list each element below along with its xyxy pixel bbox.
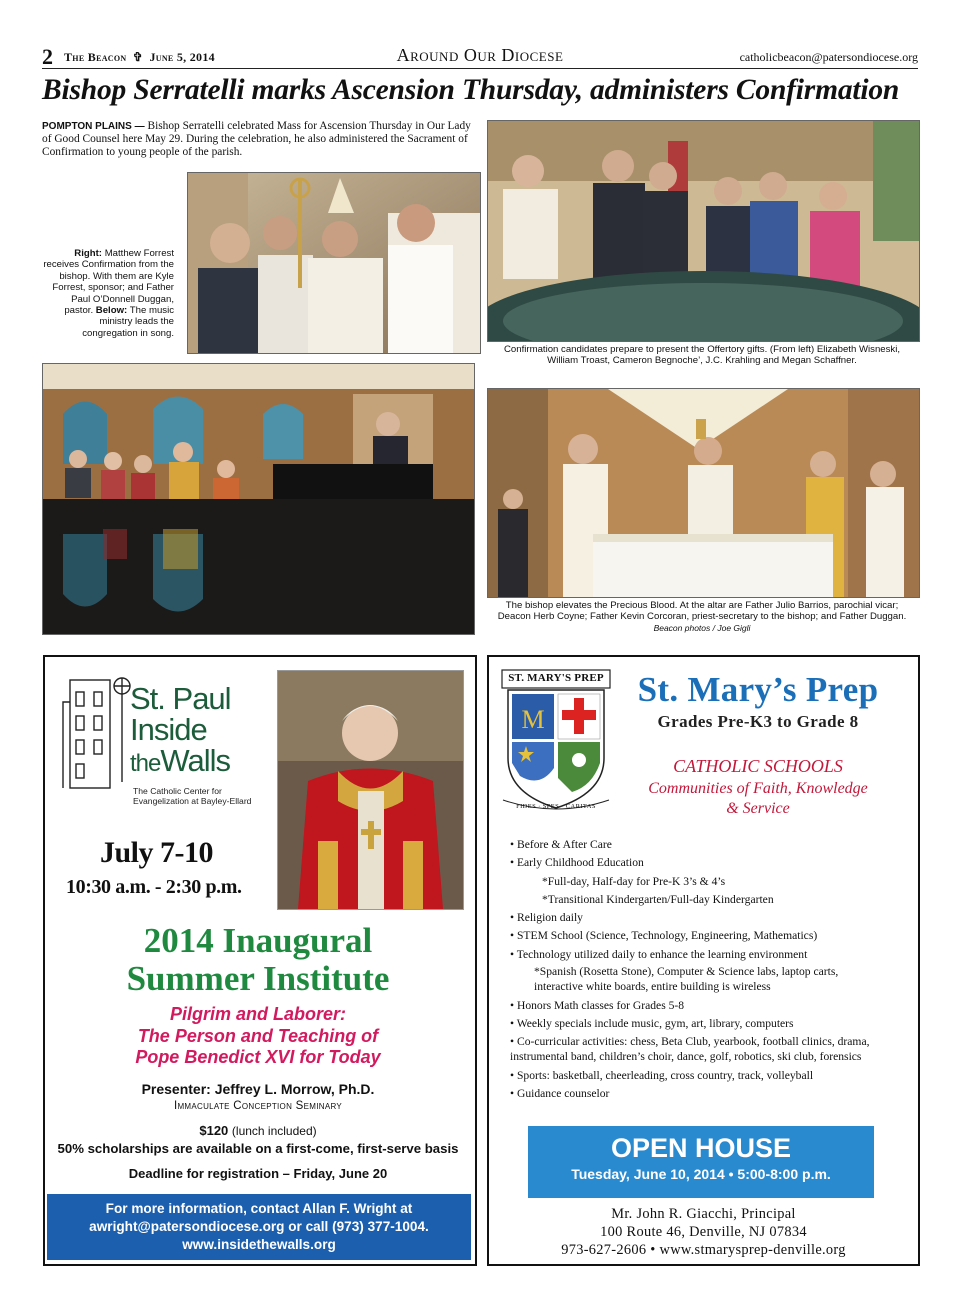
caption-right-text: Matthew Forrest receives Confirmation from the bishop. With them are Kyle Forrest, sponsor; and Father Paul O’Donnell Duggan, pastor.: [43, 248, 174, 317]
subtitle-line-3: Pope Benedict XVI for Today: [135, 1047, 381, 1067]
cross-icon: ✞: [132, 50, 144, 64]
contact-box: [47, 1194, 471, 1260]
intro-text: Bishop Serratelli celebrated Mass for Ascension Thursday in Our Lady of Good Counsel here May 29. During the celebration, he also administered the Sacrament of Confirmation to young people of the parish.: [42, 120, 471, 158]
logo-line-2: Inside: [130, 712, 207, 747]
institute-title: [43, 922, 473, 998]
confirmation-photo-art: [188, 173, 480, 353]
price-line: [43, 1123, 473, 1138]
st-paul-building-logo: [60, 672, 132, 790]
caption-right: [42, 248, 174, 339]
principal: Mr. John R. Giacchi, Principal: [611, 1206, 796, 1222]
subtitle-line-2: The Person and Teaching of: [137, 1025, 379, 1046]
institute-subtitle: [43, 1004, 473, 1069]
list-item: *Full-day, Half-day for Pre-K 3’s & 4’s: [542, 874, 726, 888]
caption-altar: [497, 600, 907, 634]
caption-below-label: Below:: [95, 305, 128, 317]
caption-below-text: The music ministry leads the congregation in song.: [82, 305, 174, 339]
offertory-photo-art: [488, 121, 919, 341]
logo-walls: Walls: [160, 743, 230, 778]
article-headline: Bishop Serratelli marks Ascension Thursday, administers Confirmation: [42, 74, 900, 106]
caption-right-label: Right:: [74, 248, 103, 259]
pope-photo-art: [278, 671, 463, 909]
st-marys-crest: [500, 668, 612, 813]
list-item: • Before & After Care: [510, 838, 612, 851]
photo-offertory: [487, 120, 920, 342]
scholarships: 50% scholarships are available on a first-come, first-serve basis: [57, 1141, 459, 1156]
contact-website[interactable]: www.insidethewalls.org: [182, 1237, 336, 1252]
list-item: • Weekly specials include music, gym, art, library, computers: [510, 1017, 794, 1031]
tagline-1: Communities of Faith, Knowledge: [648, 780, 868, 797]
logo-line-3: [130, 745, 231, 779]
page-number: 2: [42, 44, 53, 69]
list-item: • STEM School (Science, Technology, Engineering, Mathematics): [510, 929, 818, 943]
open-house-box: [528, 1126, 874, 1198]
list-item: • Technology utilized daily to enhance the learning environment: [510, 947, 808, 961]
presenter: Presenter: Jeffrey L. Morrow, Ph.D.: [141, 1081, 375, 1097]
section-title: Around Our Diocese: [396, 45, 564, 65]
st-paul-logo-subtitle: [133, 787, 251, 806]
logo-the: the: [130, 750, 161, 777]
institute-title-2: Summer Institute: [126, 959, 390, 998]
logo-line-1: St. Paul: [130, 681, 231, 716]
contact-line-1: For more information, contact Allan F. Wright at: [105, 1201, 413, 1216]
list-item: • Guidance counselor: [510, 1086, 610, 1100]
tagline: [618, 779, 898, 819]
crest-motto: FIDES · SPES · CARITAS: [516, 803, 596, 810]
photo-pope-benedict: [277, 670, 464, 910]
tagline-2: & Service: [726, 800, 790, 817]
list-item: • Sports: basketball, cheerleading, cross country, track, volleyball: [510, 1068, 814, 1082]
logo-subtitle-2: Evangelization at Bayley-Ellard: [133, 795, 252, 806]
school-contact: [487, 1205, 920, 1259]
features-list: [510, 836, 890, 1103]
phone-website[interactable]: 973-627-2606 • www.stmarysprep-denville.org: [561, 1242, 846, 1258]
open-house-title: OPEN HOUSE: [610, 1133, 792, 1163]
contact-email-phone[interactable]: awright@patersondiocese.org or call (973) 377-1004.: [89, 1219, 429, 1234]
st-paul-logo-text: [130, 683, 231, 779]
crest-label: ST. MARY'S PREP: [508, 672, 604, 684]
deadline: Deadline for registration – Friday, June 20: [128, 1166, 388, 1181]
catholic-schools: CATHOLIC SCHOOLS: [673, 756, 843, 776]
header-email[interactable]: catholicbeacon@patersondiocese.org: [739, 50, 918, 64]
institute-title-1: 2014 Inaugural: [143, 921, 373, 960]
list-item: *Transitional Kindergarten/Full-day Kindergarten: [542, 892, 774, 906]
page-header: [42, 44, 918, 69]
publication-name: The Beacon: [64, 50, 127, 64]
dateline: POMPTON PLAINS —: [42, 121, 145, 132]
price: $120: [199, 1123, 229, 1138]
event-times: 10:30 a.m. - 2:30 p.m.: [66, 876, 242, 898]
list-item: • Co-curricular activities: chess, Beta Club, yearbook, football clinics, drama, instrumental band, children’s choir, dance, golf, robotics, ski club, forensics: [510, 1034, 870, 1063]
list-item: *Spanish (Rosetta Stone), Computer & Science labs, laptop carts, interactive white boards, entire building is wireless: [534, 965, 839, 994]
open-house-date: Tuesday, June 10, 2014 • 5:00-8:00 p.m.: [571, 1166, 831, 1182]
address: 100 Route 46, Denville, NJ 07834: [600, 1224, 807, 1240]
photo-confirmation: [187, 172, 481, 354]
price-note: (lunch included): [231, 1124, 317, 1138]
event-dates: July 7-10: [100, 836, 214, 869]
caption-offertory: Confirmation candidates prepare to present the Offertory gifts. (From left) Elizabeth Wisneski, William Troast, Cameron Begnoche’, J.C. Krahling and Megan Schaffner.: [504, 344, 900, 367]
logo-subtitle-1: The Catholic Center for: [133, 786, 222, 796]
seminary: Immaculate Conception Seminary: [173, 1100, 343, 1112]
caption-altar-text: The bishop elevates the Precious Blood. At the altar are Father Julio Barrios, parochial vicar; Deacon Herb Coyne; Father Kevin Corcoran, priest-secretary to the bishop; and Father Duggan.: [497, 600, 907, 623]
svg-text:M: M: [521, 705, 545, 734]
list-item: • Religion daily: [510, 911, 583, 925]
photo-credit: Beacon photos / Joe Gigli: [653, 622, 751, 633]
school-grades: Grades Pre-K3 to Grade 8: [657, 712, 859, 731]
school-name: St. Mary’s Prep: [637, 670, 879, 709]
issue-date: June 5, 2014: [149, 50, 215, 64]
altar-photo-art: [488, 389, 919, 597]
list-item: • Early Childhood Education: [510, 856, 644, 870]
photo-choir: [42, 363, 475, 635]
subtitle-line-1: Pilgrim and Laborer:: [169, 1004, 347, 1024]
photo-altar: [487, 388, 920, 598]
choir-photo-art: [43, 364, 474, 634]
list-item: • Honors Math classes for Grades 5-8: [510, 999, 685, 1013]
article-intro: [42, 120, 480, 158]
